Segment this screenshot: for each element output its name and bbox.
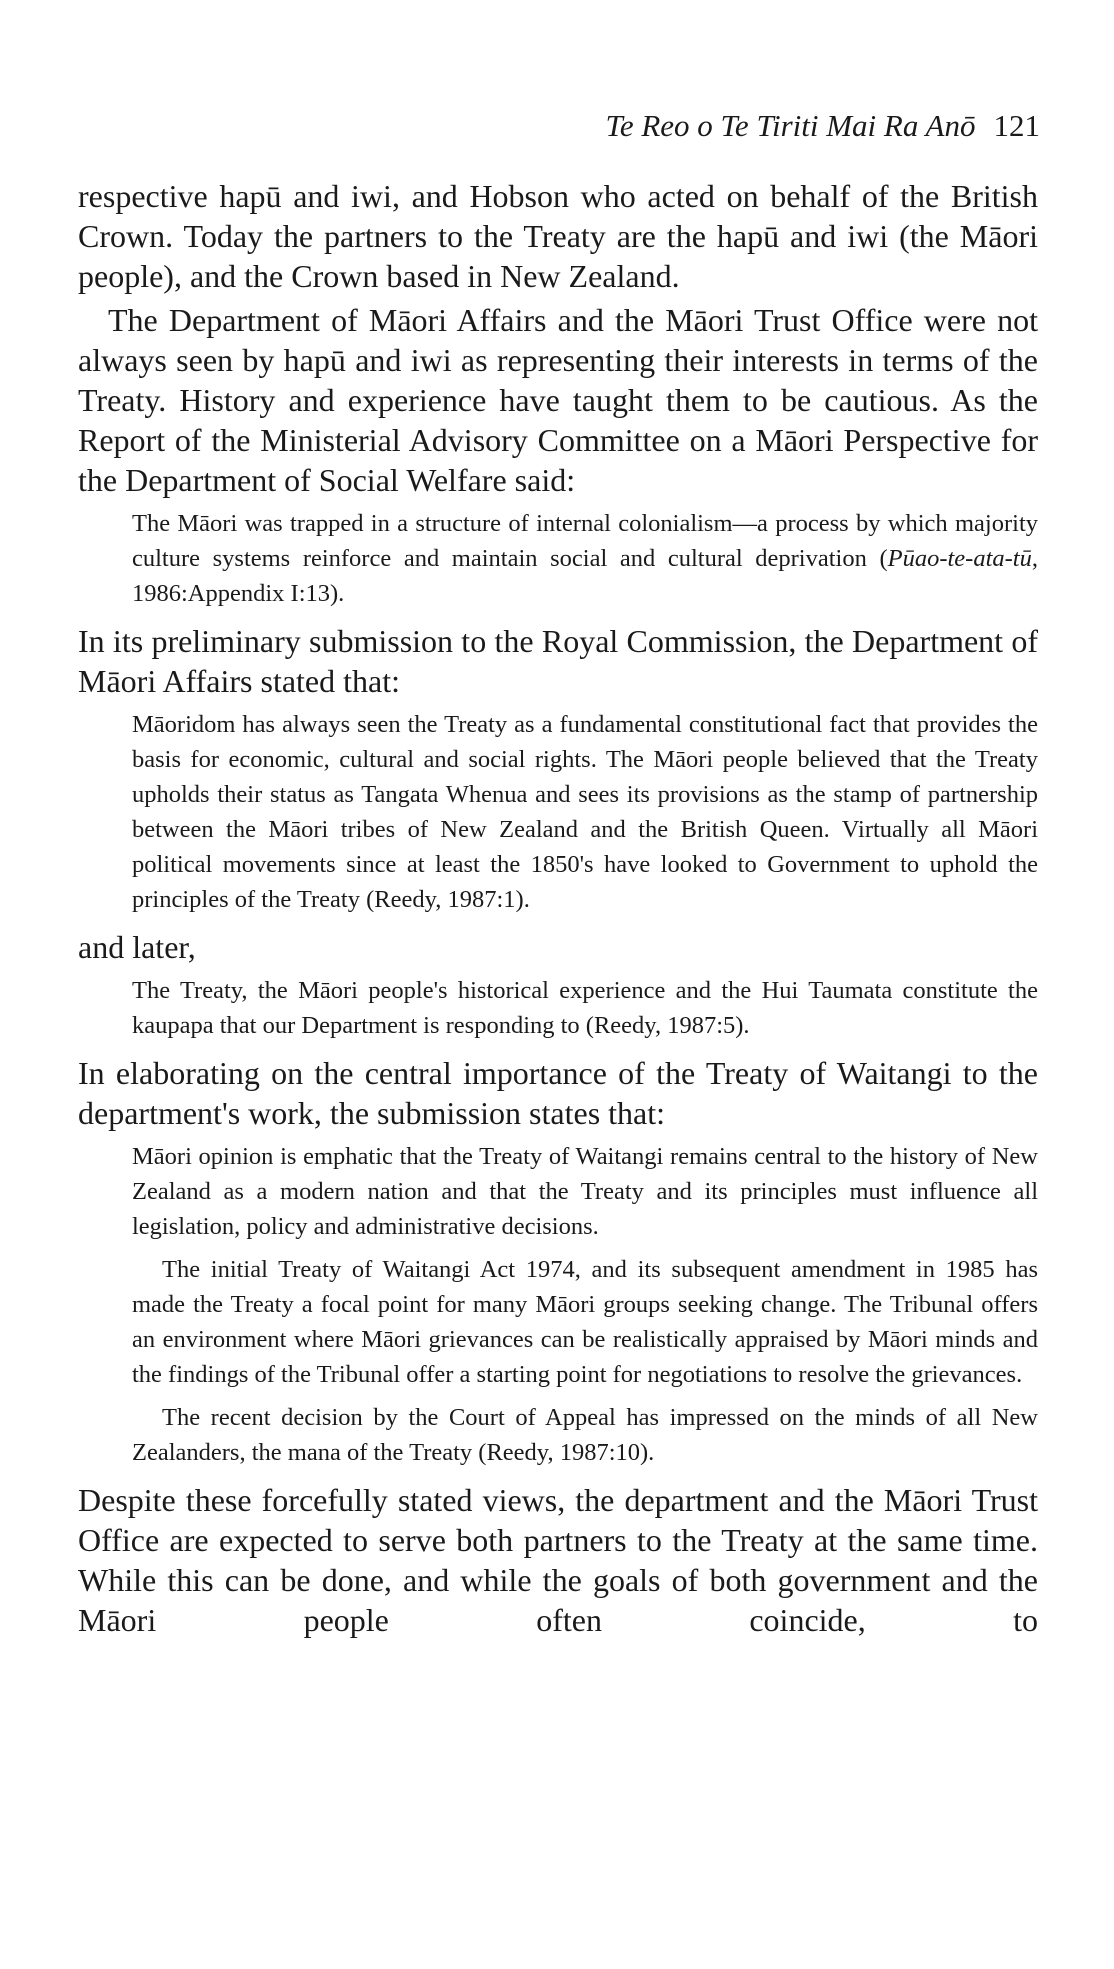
paragraph: In its preliminary submission to the Royal Commission, the Department of Māori Affairs stated that: [78, 623, 1038, 699]
quote-paragraph: The Treaty, the Māori people's historical experience and the Hui Taumata constitute the kaupapa that our Department is responding to (Reedy, 1987:5). [132, 977, 1038, 1039]
citation-title: Pūao-te-ata-tū [887, 545, 1032, 572]
page-number: 121 [993, 108, 1040, 143]
quote-paragraph: The recent decision by the Court of Appeal has impressed on the minds of all New Zealanders, the mana of the Treaty (Reedy, 1987:10). [132, 1404, 1038, 1466]
paragraph: and later, [78, 929, 196, 965]
running-head-title: Te Reo o Te Tiriti Mai Ra Anō [605, 108, 976, 143]
running-head [78, 108, 1040, 144]
quote-text: The Māori was trapped in a structure of internal colonialism—a process by which majority culture systems reinforce and maintain social and cultural deprivation ( [132, 510, 1038, 572]
block-quote [132, 973, 1038, 1043]
paragraph: respective hapū and iwi, and Hobson who acted on behalf of the British Crown. Today the partners to the Treaty are the hapū and iwi (the Māori people), and the Crown based in New Zealand. [78, 178, 1038, 294]
paragraph: The Department of Māori Affairs and the Māori Trust Office were not always seen by hapū and iwi as representing their interests in terms of the Treaty. History and experience have taught them to be cautious. As the Report of the Ministerial Advisory Committee on a Māori Perspective for the Department of Social Welfare said: [78, 302, 1038, 498]
block-quote [132, 506, 1038, 611]
quote-paragraph: Māoridom has always seen the Treaty as a fundamental constitutional fact that provides the basis for economic, cultural and social rights. The Māori people believed that the Treaty upholds their status as Tangata Whenua and sees its provisions as the stamp of partnership between the Māori tribes of New Zealand and the British Queen. Virtually all Māori political movements since at least the 1850's have looked to Government to uphold the principles of the Treaty (Reedy, 1987:1). [132, 711, 1038, 913]
paragraph: In elaborating on the central importance of the Treaty of Waitangi to the department's work, the submission states that: [78, 1055, 1038, 1131]
block-quote [132, 1139, 1038, 1470]
body-text [78, 176, 1038, 1640]
paragraph: Despite these forcefully stated views, the department and the Māori Trust Office are expected to serve both partners to the Treaty at the same time. While this can be done, and while the goals of both government and the Māori people often coincide, to [78, 1482, 1038, 1638]
block-quote [132, 707, 1038, 917]
quote-paragraph: Māori opinion is emphatic that the Treaty of Waitangi remains central to the history of New Zealand as a modern nation and that the Treaty and its principles must influence all legislation, policy and administrative decisions. [132, 1143, 1038, 1240]
quote-paragraph [132, 506, 1038, 611]
citation-rest: , 1986:Appendix I:13). [132, 545, 1038, 607]
quote-paragraph: The initial Treaty of Waitangi Act 1974, and its subsequent amendment in 1985 has made the Treaty a focal point for many Māori groups seeking change. The Tribunal offers an environment where Māori grievances can be realistically appraised by Māori minds and the findings of the Tribunal offer a starting point for negotiations to resolve the grievances. [132, 1256, 1038, 1388]
